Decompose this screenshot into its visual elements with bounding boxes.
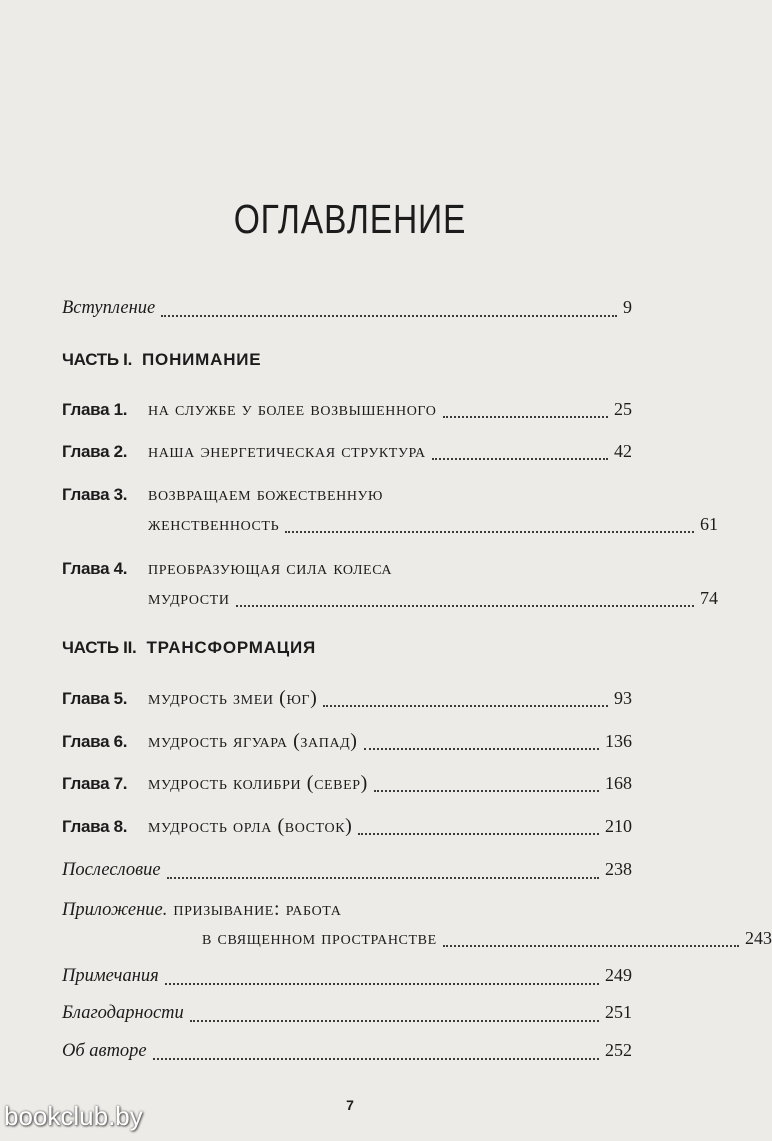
page-number: 7 [346,1097,354,1113]
toc-entry-chapter-7[interactable] [62,772,632,802]
toc-page: 252 [605,1040,632,1060]
chapter-title-cont: мудрости [148,587,230,609]
toc-page: 61 [700,514,718,534]
toc-label: Благодарности [62,1003,184,1023]
appendix-title-cont: в священном пространстве [202,927,437,949]
chapter-label: Глава 3. [62,485,128,504]
chapter-title-cont: женственность [148,513,280,535]
dot-leader [443,415,609,418]
chapter-title: на службе у более возвышенного [148,398,437,420]
toc-label: Вступление [62,298,156,318]
part-title: ПОНИМАНИЕ [142,350,262,369]
toc-page: 9 [623,297,632,317]
toc-page: 42 [614,441,632,461]
dot-leader [167,876,599,879]
toc-entry-appendix-line-2[interactable] [62,927,772,957]
toc-page: 251 [605,1002,632,1022]
appendix-title: призывание: работа [173,898,342,920]
toc-label: Приложение. [62,900,168,920]
toc-label: Послесловие [62,860,161,880]
chapter-title: наша энергетическая структура [148,440,426,462]
dot-leader [161,314,617,317]
dot-leader [165,982,599,985]
dot-leader [236,604,694,607]
toc-entry-chapter-3-line-2[interactable] [62,513,718,543]
toc-entry-chapter-2[interactable] [62,440,632,470]
toc-part-1[interactable] [62,350,632,380]
toc-entry-chapter-4-line-2[interactable] [62,587,718,617]
watermark: bookclub.by [4,1101,143,1131]
part-title: ТРАНСФОРМАЦИЯ [146,638,317,657]
toc-entry-chapter-5[interactable] [62,687,632,717]
chapter-title: возвращаем божественную [148,483,384,505]
toc-page: 249 [605,965,632,985]
toc-label: Примечания [62,966,159,986]
toc-label: Об авторе [62,1041,147,1061]
toc-entry-afterword[interactable] [62,859,632,889]
toc-entry-chapter-8[interactable] [62,815,632,845]
chapter-label: Глава 6. [62,732,128,751]
part-label: ЧАСТЬ II. [62,638,137,657]
dot-leader [358,832,599,835]
chapter-label: Глава 1. [62,400,128,419]
chapter-label: Глава 7. [62,774,128,793]
dot-leader [153,1057,599,1060]
toc-entry-appendix-line-1[interactable] [62,898,632,928]
dot-leader [443,944,739,947]
toc-page: 93 [614,688,632,708]
toc-entry-about-author[interactable] [62,1040,632,1070]
dot-leader [364,747,599,750]
chapter-title: мудрость орла (восток) [148,815,353,837]
toc-page: 25 [614,399,632,419]
toc-page: 243 [745,928,772,948]
dot-leader [374,789,599,792]
dot-leader [432,457,608,460]
toc-entry-chapter-1[interactable] [62,398,632,428]
dot-leader [190,1019,599,1022]
toc-entry-notes[interactable] [62,965,632,995]
dot-leader [285,530,694,533]
chapter-label: Глава 4. [62,559,128,578]
toc-entry-acknowledgements[interactable] [62,1002,632,1032]
chapter-title: мудрость ягуара (запад) [148,730,358,752]
toc-page: 168 [605,773,632,793]
chapter-label: Глава 8. [62,817,128,836]
chapter-title: мудрость змеи (юг) [148,687,318,709]
toc-page: 136 [605,731,632,751]
toc-entry-chapter-3-line-1[interactable] [62,483,632,513]
chapter-title: преобразующая сила колеса [148,557,393,579]
toc-part-2[interactable] [62,638,632,668]
toc-page: 74 [700,588,718,608]
chapter-label: Глава 2. [62,442,128,461]
toc-entry-chapter-6[interactable] [62,730,632,760]
chapter-label: Глава 5. [62,689,128,708]
toc-page: 210 [605,816,632,836]
dot-leader [323,704,608,707]
chapter-title: мудрость колибри (север) [148,772,368,794]
toc-entry-chapter-4-line-1[interactable] [62,557,632,587]
page-title: ОГЛАВЛЕНИЕ [233,196,467,242]
toc-entry-intro[interactable] [62,297,632,327]
toc-page: 238 [605,859,632,879]
part-label: ЧАСТЬ I. [62,350,133,369]
